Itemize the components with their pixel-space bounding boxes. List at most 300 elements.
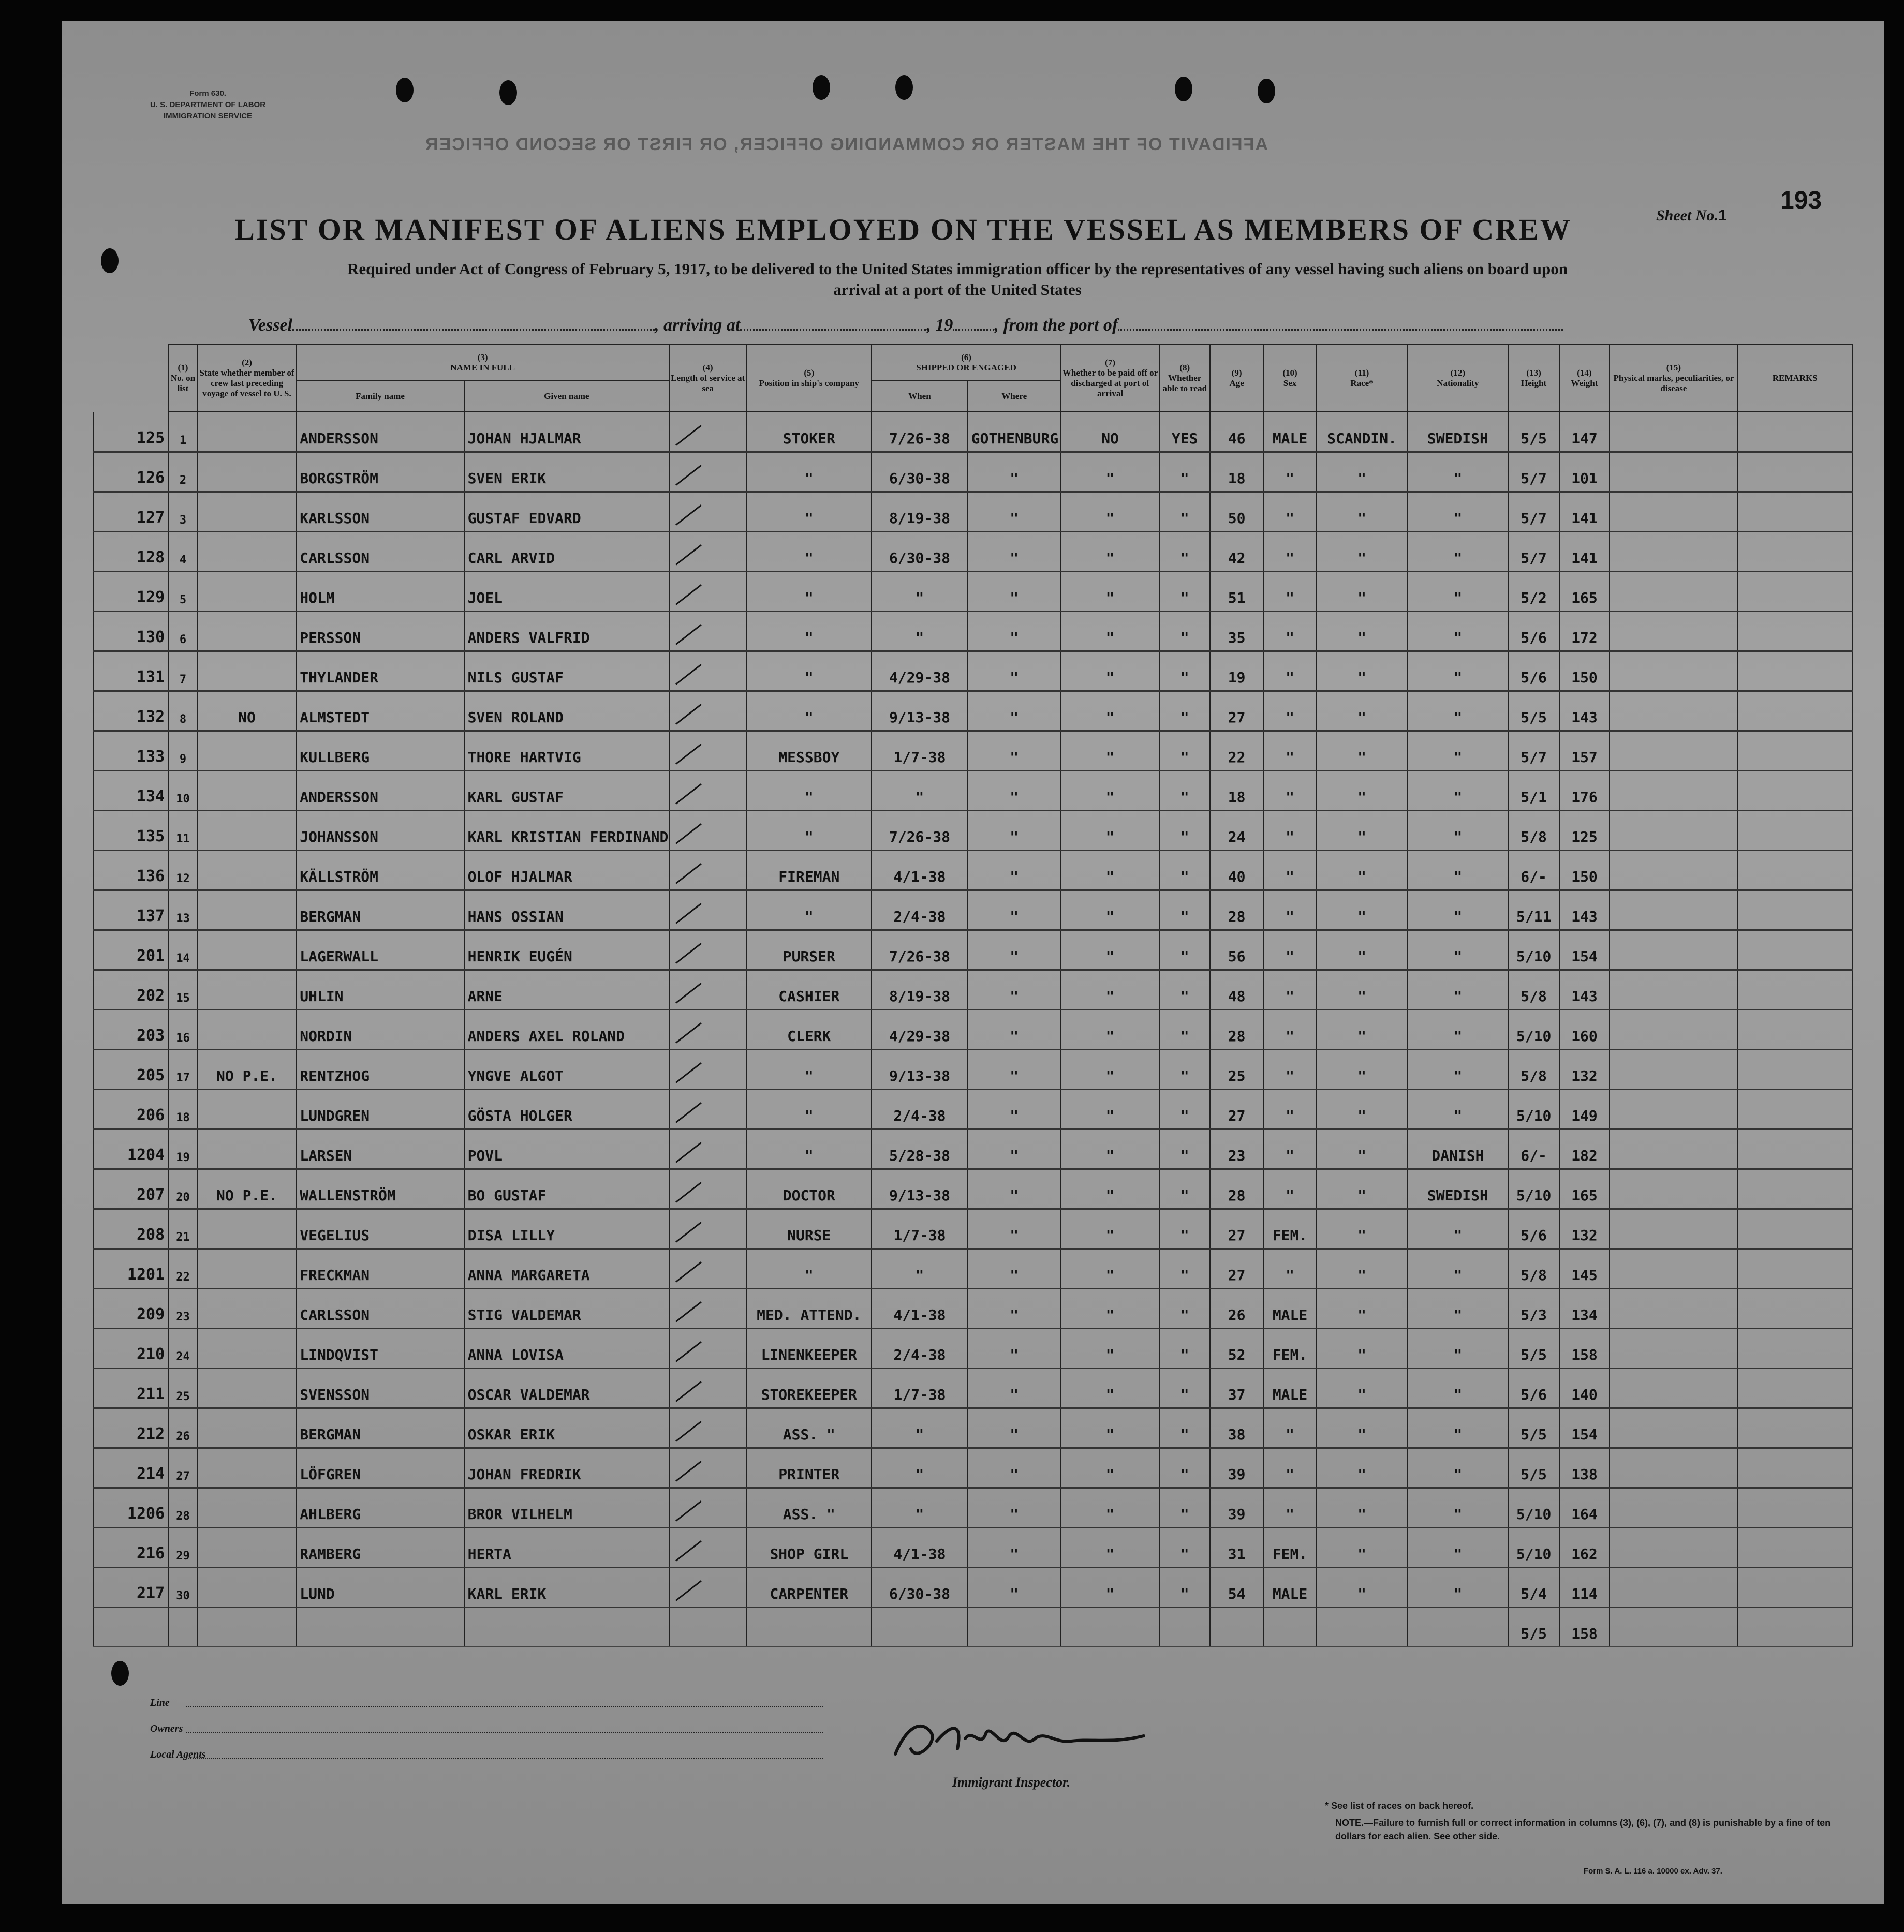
paid-off: " bbox=[1061, 1448, 1159, 1488]
race: " bbox=[1317, 731, 1407, 770]
position: " bbox=[746, 810, 872, 850]
able-to-read: " bbox=[1159, 930, 1210, 970]
nationality: " bbox=[1407, 970, 1509, 1009]
age: 24 bbox=[1210, 810, 1263, 850]
given-name: CARL ARVID bbox=[464, 531, 669, 571]
shipped-where: GOTHENBURG bbox=[968, 412, 1061, 452]
service-length bbox=[669, 1049, 746, 1089]
position: " bbox=[746, 890, 872, 930]
nationality: " bbox=[1407, 731, 1509, 770]
age: 28 bbox=[1210, 1009, 1263, 1049]
age: 27 bbox=[1210, 1089, 1263, 1129]
row-index: 127 bbox=[94, 492, 168, 531]
paid-off: " bbox=[1061, 1408, 1159, 1448]
vessel-line: Vessel , arriving at , 19 , from the port of bbox=[248, 316, 1563, 335]
shipped-when: 4/29-38 bbox=[872, 1009, 967, 1049]
position: FIREMAN bbox=[746, 850, 872, 890]
age: 38 bbox=[1210, 1408, 1263, 1448]
shipped-where: " bbox=[968, 1488, 1061, 1527]
position: " bbox=[746, 571, 872, 611]
weight: 143 bbox=[1559, 970, 1610, 1009]
physical-marks bbox=[1610, 970, 1737, 1009]
physical-marks bbox=[1610, 531, 1737, 571]
table-row bbox=[94, 1249, 1852, 1288]
nationality: DANISH bbox=[1407, 1129, 1509, 1169]
weight: 125 bbox=[1559, 810, 1610, 850]
remarks bbox=[1737, 1527, 1852, 1567]
shipped-when: 8/19-38 bbox=[872, 492, 967, 531]
row-index: 129 bbox=[94, 571, 168, 611]
nationality: " bbox=[1407, 1049, 1509, 1089]
age: 35 bbox=[1210, 611, 1263, 651]
shipped-where: " bbox=[968, 531, 1061, 571]
weight: 141 bbox=[1559, 531, 1610, 571]
weight: 157 bbox=[1559, 731, 1610, 770]
blank-cell bbox=[746, 1607, 872, 1647]
service-length bbox=[669, 1209, 746, 1249]
given-name: JOHAN FREDRIK bbox=[464, 1448, 669, 1488]
family-name: KÄLLSTRÖM bbox=[296, 850, 464, 890]
nationality: " bbox=[1407, 770, 1509, 810]
table-row bbox=[94, 1328, 1852, 1368]
height: 5/10 bbox=[1509, 1169, 1559, 1209]
punch-hole bbox=[1175, 77, 1192, 101]
weight: 165 bbox=[1559, 1169, 1610, 1209]
row-index: 1204 bbox=[94, 1129, 168, 1169]
col-when: When bbox=[872, 381, 967, 412]
nationality: SWEDISH bbox=[1407, 412, 1509, 452]
blank-cell bbox=[94, 1607, 168, 1647]
manifest-rows bbox=[94, 412, 1852, 1647]
punch-hole bbox=[499, 80, 517, 105]
age: 18 bbox=[1210, 770, 1263, 810]
given-name: ARNE bbox=[464, 970, 669, 1009]
weight: 150 bbox=[1559, 850, 1610, 890]
weight: 162 bbox=[1559, 1527, 1610, 1567]
height: 6/- bbox=[1509, 1129, 1559, 1169]
race: " bbox=[1317, 1288, 1407, 1328]
remarks bbox=[1737, 531, 1852, 571]
local-agents-label: Local Agents bbox=[150, 1749, 206, 1760]
family-name: PERSSON bbox=[296, 611, 464, 651]
nationality: " bbox=[1407, 1089, 1509, 1129]
table-row-extra bbox=[94, 1607, 1852, 1647]
shipped-where: " bbox=[968, 1368, 1061, 1408]
position: PRINTER bbox=[746, 1448, 872, 1488]
service-length bbox=[669, 850, 746, 890]
race: " bbox=[1317, 1009, 1407, 1049]
position: STOREKEEPER bbox=[746, 1368, 872, 1408]
position: " bbox=[746, 452, 872, 492]
weight: 134 bbox=[1559, 1288, 1610, 1328]
family-name: RENTZHOG bbox=[296, 1049, 464, 1089]
age: 28 bbox=[1210, 890, 1263, 930]
shipped-where: " bbox=[968, 1049, 1061, 1089]
shipped-when: " bbox=[872, 1408, 967, 1448]
given-name: ANNA MARGARETA bbox=[464, 1249, 669, 1288]
sex: MALE bbox=[1263, 1567, 1317, 1607]
line-number: 14 bbox=[168, 930, 198, 970]
line-number: 27 bbox=[168, 1448, 198, 1488]
row-index: 137 bbox=[94, 890, 168, 930]
prev-voyage bbox=[198, 810, 296, 850]
position: ASS. " bbox=[746, 1488, 872, 1527]
shipped-when: 7/26-38 bbox=[872, 930, 967, 970]
shipped-where: " bbox=[968, 731, 1061, 770]
prev-voyage bbox=[198, 731, 296, 770]
punch-hole bbox=[111, 1661, 129, 1686]
given-name: HERTA bbox=[464, 1527, 669, 1567]
age: 37 bbox=[1210, 1368, 1263, 1408]
col-race: (11) Race* bbox=[1317, 345, 1407, 412]
col-name-in-full: (3) NAME IN FULL bbox=[296, 345, 669, 381]
height: 5/7 bbox=[1509, 531, 1559, 571]
height: 5/5 bbox=[1509, 412, 1559, 452]
shipped-where: " bbox=[968, 850, 1061, 890]
service-length bbox=[669, 531, 746, 571]
col-where: Where bbox=[968, 381, 1061, 412]
paid-off: " bbox=[1061, 810, 1159, 850]
shipped-when: " bbox=[872, 1249, 967, 1288]
race: " bbox=[1317, 1129, 1407, 1169]
age: 26 bbox=[1210, 1288, 1263, 1328]
race: " bbox=[1317, 930, 1407, 970]
service-length bbox=[669, 1249, 746, 1288]
family-name: ANDERSSON bbox=[296, 770, 464, 810]
remarks bbox=[1737, 571, 1852, 611]
race: " bbox=[1317, 1488, 1407, 1527]
manifest-sheet bbox=[62, 21, 1884, 1904]
weight: 182 bbox=[1559, 1129, 1610, 1169]
line-number: 5 bbox=[168, 571, 198, 611]
given-name: DISA LILLY bbox=[464, 1209, 669, 1249]
sex: " bbox=[1263, 1408, 1317, 1448]
height: 5/8 bbox=[1509, 810, 1559, 850]
line-number: 10 bbox=[168, 770, 198, 810]
table-row bbox=[94, 651, 1852, 691]
shipped-when: " bbox=[872, 1488, 967, 1527]
given-name: HENRIK EUGÉN bbox=[464, 930, 669, 970]
row-index: 133 bbox=[94, 731, 168, 770]
paid-off: " bbox=[1061, 1089, 1159, 1129]
line-number: 21 bbox=[168, 1209, 198, 1249]
row-index: 217 bbox=[94, 1567, 168, 1607]
position: STOKER bbox=[746, 412, 872, 452]
table-row bbox=[94, 731, 1852, 770]
paid-off: " bbox=[1061, 1368, 1159, 1408]
line-number: 2 bbox=[168, 452, 198, 492]
able-to-read: " bbox=[1159, 691, 1210, 731]
prev-voyage bbox=[198, 930, 296, 970]
remarks bbox=[1737, 1408, 1852, 1448]
sex: MALE bbox=[1263, 1368, 1317, 1408]
nationality: " bbox=[1407, 1448, 1509, 1488]
age: 18 bbox=[1210, 452, 1263, 492]
service-length bbox=[669, 1527, 746, 1567]
position: " bbox=[746, 1249, 872, 1288]
physical-marks bbox=[1610, 1089, 1737, 1129]
able-to-read: " bbox=[1159, 890, 1210, 930]
col-age: (9) Age bbox=[1210, 345, 1263, 412]
given-name: POVL bbox=[464, 1129, 669, 1169]
prev-voyage bbox=[198, 1408, 296, 1448]
weight: 140 bbox=[1559, 1368, 1610, 1408]
blank-cell bbox=[669, 1607, 746, 1647]
row-index: 211 bbox=[94, 1368, 168, 1408]
physical-marks bbox=[1610, 1288, 1737, 1328]
able-to-read: " bbox=[1159, 531, 1210, 571]
race: " bbox=[1317, 890, 1407, 930]
physical-marks bbox=[1610, 1448, 1737, 1488]
remarks bbox=[1737, 691, 1852, 731]
prev-voyage bbox=[198, 1527, 296, 1567]
paid-off: " bbox=[1061, 611, 1159, 651]
nationality: " bbox=[1407, 611, 1509, 651]
line-label: Line bbox=[150, 1697, 170, 1708]
remarks bbox=[1737, 970, 1852, 1009]
row-index: 130 bbox=[94, 611, 168, 651]
row-index: 126 bbox=[94, 452, 168, 492]
shipped-when: " bbox=[872, 770, 967, 810]
line-number: 7 bbox=[168, 651, 198, 691]
line-number: 16 bbox=[168, 1009, 198, 1049]
nationality: " bbox=[1407, 890, 1509, 930]
sex: " bbox=[1263, 850, 1317, 890]
table-row bbox=[94, 1049, 1852, 1089]
remarks bbox=[1737, 850, 1852, 890]
able-to-read: " bbox=[1159, 1488, 1210, 1527]
given-name: BO GUSTAF bbox=[464, 1169, 669, 1209]
sex: " bbox=[1263, 770, 1317, 810]
position: CLERK bbox=[746, 1009, 872, 1049]
physical-marks bbox=[1610, 691, 1737, 731]
prev-voyage bbox=[198, 611, 296, 651]
age: 48 bbox=[1210, 970, 1263, 1009]
shipped-where: " bbox=[968, 651, 1061, 691]
physical-marks bbox=[1610, 1488, 1737, 1527]
table-row bbox=[94, 1567, 1852, 1607]
table-row bbox=[94, 492, 1852, 531]
race: " bbox=[1317, 970, 1407, 1009]
family-name: BERGMAN bbox=[296, 890, 464, 930]
family-name: LARSEN bbox=[296, 1129, 464, 1169]
physical-marks bbox=[1610, 850, 1737, 890]
service-length bbox=[669, 452, 746, 492]
age: 23 bbox=[1210, 1129, 1263, 1169]
nationality: " bbox=[1407, 492, 1509, 531]
weight: 143 bbox=[1559, 691, 1610, 731]
line-number: 29 bbox=[168, 1527, 198, 1567]
sex: " bbox=[1263, 691, 1317, 731]
sex: FEM. bbox=[1263, 1527, 1317, 1567]
col-no: (1) No. on list bbox=[168, 345, 198, 412]
service-length bbox=[669, 611, 746, 651]
blank-cell bbox=[872, 1607, 967, 1647]
weight: 149 bbox=[1559, 1089, 1610, 1129]
service-length bbox=[669, 651, 746, 691]
given-name: JOHAN HJALMAR bbox=[464, 412, 669, 452]
table-row bbox=[94, 1089, 1852, 1129]
service-length bbox=[669, 1089, 746, 1129]
family-name: HOLM bbox=[296, 571, 464, 611]
blank-cell bbox=[968, 1607, 1061, 1647]
shipped-when: 7/26-38 bbox=[872, 810, 967, 850]
family-name: SVENSSON bbox=[296, 1368, 464, 1408]
height: 5/2 bbox=[1509, 571, 1559, 611]
line-field bbox=[186, 1706, 823, 1707]
paid-off: " bbox=[1061, 651, 1159, 691]
nationality: " bbox=[1407, 1328, 1509, 1368]
weight: 143 bbox=[1559, 890, 1610, 930]
paid-off: " bbox=[1061, 1567, 1159, 1607]
nationality: " bbox=[1407, 1368, 1509, 1408]
shipped-when: 8/19-38 bbox=[872, 970, 967, 1009]
row-index: 128 bbox=[94, 531, 168, 571]
remarks bbox=[1737, 452, 1852, 492]
row-index: 134 bbox=[94, 770, 168, 810]
line-number: 28 bbox=[168, 1488, 198, 1527]
sheet-number: 1 bbox=[1718, 207, 1727, 224]
given-name: KARL KRISTIAN FERDINAND bbox=[464, 810, 669, 850]
sex: " bbox=[1263, 492, 1317, 531]
col-prev-voyage: (2) State whether member of crew last preceding voyage of vessel to U. S. bbox=[198, 345, 296, 412]
position: " bbox=[746, 531, 872, 571]
family-name: NORDIN bbox=[296, 1009, 464, 1049]
col-physical-marks: (15) Physical marks, peculiarities, or disease bbox=[1610, 345, 1737, 412]
shipped-where: " bbox=[968, 691, 1061, 731]
shipped-where: " bbox=[968, 1567, 1061, 1607]
prev-voyage: NO bbox=[198, 691, 296, 731]
service-length bbox=[669, 970, 746, 1009]
prev-voyage bbox=[198, 1009, 296, 1049]
owners-field bbox=[186, 1732, 823, 1733]
service-length bbox=[669, 1567, 746, 1607]
line-number: 19 bbox=[168, 1129, 198, 1169]
paid-off: " bbox=[1061, 1169, 1159, 1209]
race: " bbox=[1317, 1527, 1407, 1567]
age: 39 bbox=[1210, 1448, 1263, 1488]
height: 5/5 bbox=[1509, 1607, 1559, 1647]
remarks bbox=[1737, 1249, 1852, 1288]
col-family-name: Family name bbox=[296, 381, 464, 412]
sex: FEM. bbox=[1263, 1209, 1317, 1249]
table-row bbox=[94, 810, 1852, 850]
crew-manifest-table bbox=[93, 344, 1853, 1647]
row-index: 210 bbox=[94, 1328, 168, 1368]
height: 5/10 bbox=[1509, 1527, 1559, 1567]
inspector-signature bbox=[875, 1713, 1185, 1770]
able-to-read: " bbox=[1159, 571, 1210, 611]
given-name: STIG VALDEMAR bbox=[464, 1288, 669, 1328]
service-length bbox=[669, 492, 746, 531]
remarks bbox=[1737, 890, 1852, 930]
service-length bbox=[669, 890, 746, 930]
nationality: " bbox=[1407, 850, 1509, 890]
service-length bbox=[669, 770, 746, 810]
table-row bbox=[94, 1169, 1852, 1209]
race: " bbox=[1317, 1408, 1407, 1448]
physical-marks bbox=[1610, 1209, 1737, 1249]
able-to-read: " bbox=[1159, 1368, 1210, 1408]
able-to-read: " bbox=[1159, 850, 1210, 890]
able-to-read: " bbox=[1159, 1408, 1210, 1448]
sex: MALE bbox=[1263, 1288, 1317, 1328]
punch-hole bbox=[396, 78, 414, 102]
line-number: 22 bbox=[168, 1249, 198, 1288]
weight: 101 bbox=[1559, 452, 1610, 492]
prev-voyage: NO P.E. bbox=[198, 1169, 296, 1209]
age: 40 bbox=[1210, 850, 1263, 890]
shipped-where: " bbox=[968, 611, 1061, 651]
paid-off: " bbox=[1061, 531, 1159, 571]
remarks bbox=[1737, 1368, 1852, 1408]
table-row bbox=[94, 1009, 1852, 1049]
position: " bbox=[746, 691, 872, 731]
physical-marks bbox=[1610, 1408, 1737, 1448]
given-name: SVEN ROLAND bbox=[464, 691, 669, 731]
height: 5/1 bbox=[1509, 770, 1559, 810]
row-index: 132 bbox=[94, 691, 168, 731]
physical-marks bbox=[1610, 651, 1737, 691]
family-name: ALMSTEDT bbox=[296, 691, 464, 731]
prev-voyage bbox=[198, 1288, 296, 1328]
physical-marks bbox=[1610, 810, 1737, 850]
col-nationality: (12) Nationality bbox=[1407, 345, 1509, 412]
able-to-read: " bbox=[1159, 1169, 1210, 1209]
remarks bbox=[1737, 1448, 1852, 1488]
position: " bbox=[746, 770, 872, 810]
age: 31 bbox=[1210, 1527, 1263, 1567]
service-length bbox=[669, 1488, 746, 1527]
family-name: RAMBERG bbox=[296, 1527, 464, 1567]
position: " bbox=[746, 1049, 872, 1089]
service-length bbox=[669, 691, 746, 731]
given-name: GÖSTA HOLGER bbox=[464, 1089, 669, 1129]
prev-voyage bbox=[198, 890, 296, 930]
row-index: 131 bbox=[94, 651, 168, 691]
family-name: THYLANDER bbox=[296, 651, 464, 691]
prev-voyage bbox=[198, 1567, 296, 1607]
prev-voyage bbox=[198, 651, 296, 691]
remarks bbox=[1737, 1049, 1852, 1089]
row-index: 212 bbox=[94, 1408, 168, 1448]
service-length bbox=[669, 1448, 746, 1488]
punch-hole bbox=[895, 75, 913, 100]
family-name: LUND bbox=[296, 1567, 464, 1607]
line-number: 17 bbox=[168, 1049, 198, 1089]
nationality: " bbox=[1407, 571, 1509, 611]
sex: " bbox=[1263, 810, 1317, 850]
able-to-read: " bbox=[1159, 810, 1210, 850]
given-name: JOEL bbox=[464, 571, 669, 611]
table-row bbox=[94, 970, 1852, 1009]
races-note: * See list of races on back hereof. bbox=[1325, 1801, 1474, 1811]
shipped-where: " bbox=[968, 1527, 1061, 1567]
shipped-when: 2/4-38 bbox=[872, 1089, 967, 1129]
service-length bbox=[669, 731, 746, 770]
weight: 132 bbox=[1559, 1049, 1610, 1089]
race: " bbox=[1317, 1049, 1407, 1089]
prev-voyage bbox=[198, 1089, 296, 1129]
shipped-when: 2/4-38 bbox=[872, 1328, 967, 1368]
nationality: " bbox=[1407, 1488, 1509, 1527]
table-row bbox=[94, 930, 1852, 970]
sex: " bbox=[1263, 930, 1317, 970]
height: 5/8 bbox=[1509, 970, 1559, 1009]
shipped-where: " bbox=[968, 1328, 1061, 1368]
able-to-read: " bbox=[1159, 770, 1210, 810]
col-paid-off: (7) Whether to be paid off or discharged at port of arrival bbox=[1061, 345, 1159, 412]
